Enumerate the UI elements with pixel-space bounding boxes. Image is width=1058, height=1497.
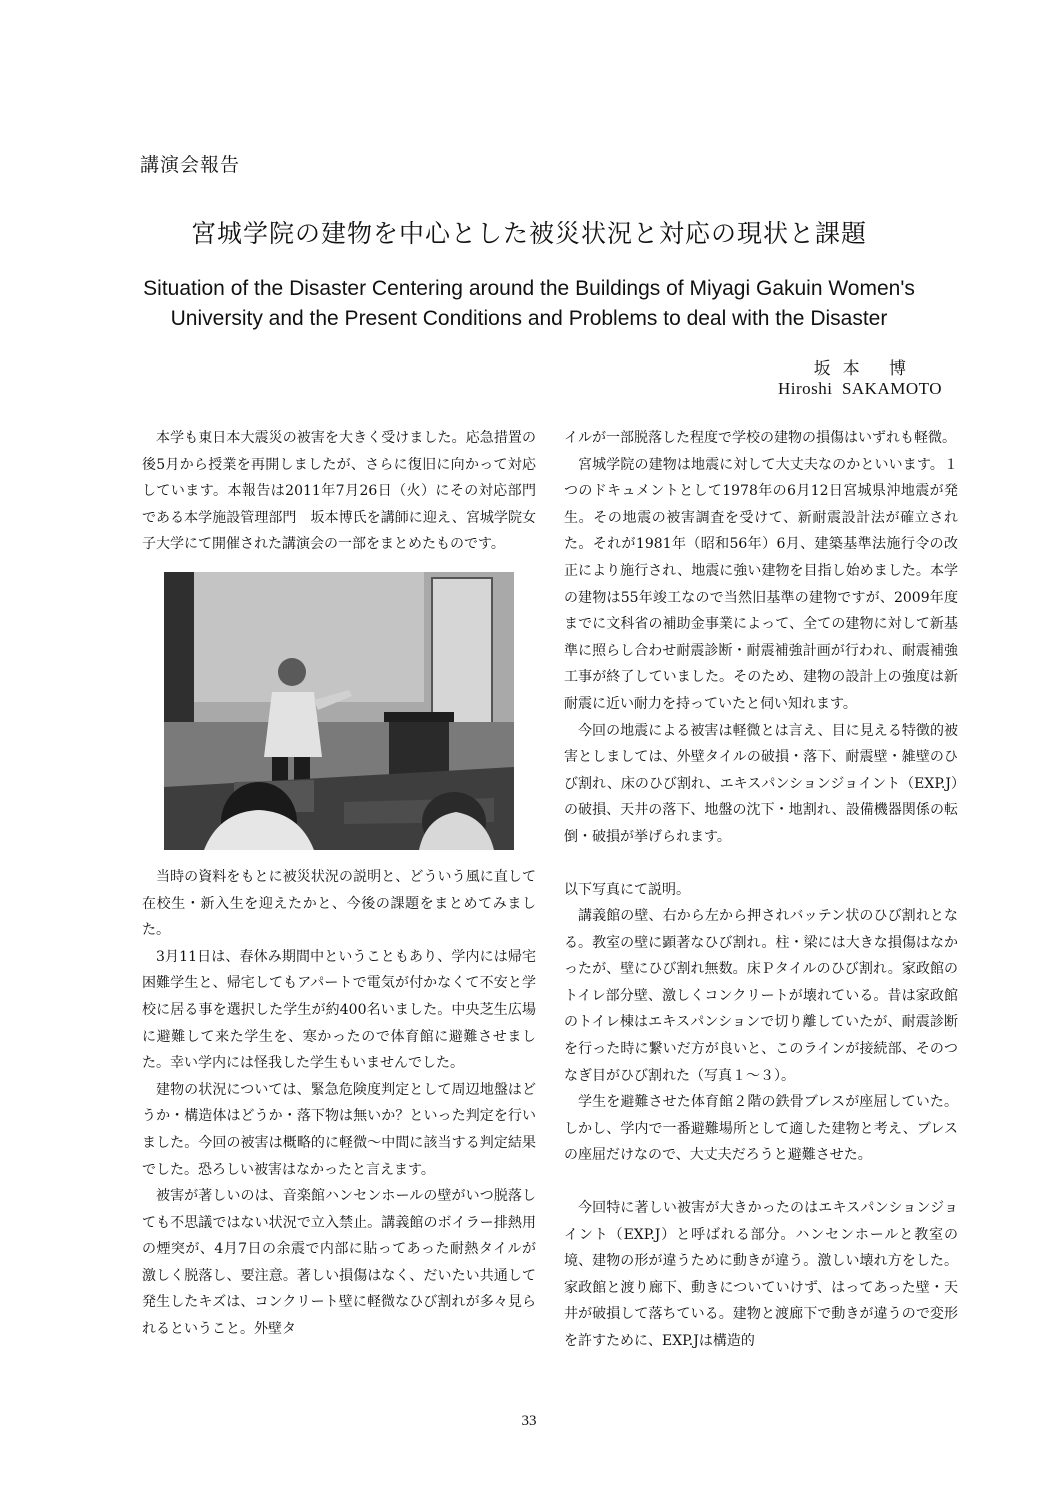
- paragraph: 建物の状況については、緊急危険度判定として周辺地盤はどうか・構造体はどうか・落下物は無いか？といった判定を行いました。今回の被害は概略的に軽微〜中間に該当する判定結果でした。恐ろしい被害はなかったと言えます。: [142, 1081, 536, 1178]
- page-number: 33: [521, 1413, 537, 1429]
- title-english: [0, 274, 1058, 334]
- lecture-photo: [164, 572, 514, 850]
- left-column: [142, 425, 536, 1343]
- paragraph: 今回の地震による被害は軽微とは言え、目に見える特徴的被害としましては、外壁タイルの破損・落下、耐震壁・雑壁のひび割れ、床のひび割れ、エキスパンションジョイント（EXP.J）の破損、天井の落下、地盤の沈下・地割れ、設備機器関係の転倒・破損が挙げられます。: [564, 722, 958, 845]
- paragraph: 以下写真にて説明。: [564, 881, 690, 898]
- title-english-line-2: University and the Present Conditions and Problems to deal with the Disaster: [170, 307, 888, 330]
- paragraph: 被害が著しいのは、音楽館ハンセンホールの壁がいつ脱落しても不思議ではない状況で立入禁止。講義館のボイラー排熱用の煙突が、4月7日の余震で内部に貼ってあった耐熱タイルが激しく脱落し、要注意。著しい損傷はなく、だいたい共通して発生したキズは、コンクリート壁に軽微なひび割れが多々見られるということ。外壁タ: [142, 1188, 536, 1338]
- paragraph: 3月11日は、春休み期間中ということもあり、学内には帰宅困難学生と、帰宅してもアパートで電気が付かなくて不安と学校に居る事を選択した学生が約400名いました。中央芝生広場に避難して来た学生を、寒かったので体育館に避難させました。幸い学内には怪我した学生もいませんでした。: [142, 948, 536, 1072]
- paragraph: 学生を避難させた体育館２階の鉄骨ブレスが座屈していた。しかし、学内で一番避難場所として適した建物と考え、ブレスの座屈だけなので、大丈夫だろうと避難させた。: [564, 1094, 958, 1164]
- title-japanese: 宮城学院の建物を中心とした被災状況と対応の現状と課題: [190, 219, 867, 248]
- paragraph: イルが一部脱落した程度で学校の建物の損傷はいずれも軽微。: [564, 430, 956, 446]
- author-name-japanese: 坂本 博: [813, 359, 918, 379]
- lecture-photo-image: [164, 572, 514, 850]
- paragraph: 今回特に著しい被害が大きかったのはエキスパンションジョイント（EXP.J）と呼ばれる部分。ハンセンホールと教室の境、建物の形が違うために動きが違う。激しい壊れ方をした。家政館と渡り廊下、動きについていけず、はってあった壁・天井が破損して落ちている。建物と渡廊下で動きが違うので変形を許すために、EXP.Jは構造的: [564, 1200, 958, 1349]
- right-column: [564, 425, 958, 1355]
- paragraph: 当時の資料をもとに被災状況の説明と、どういう風に直して在校生・新入生を迎えたかと、今後の課題をまとめてみました。: [142, 868, 536, 939]
- author-name-english: Hiroshi SAKAMOTO: [777, 379, 942, 398]
- paragraph: 講義館の壁、右から左から押されバッテン状のひび割れとなる。教室の壁に顕著なひび割れ。柱・梁には大きな損傷はなかったが、壁にひび割れ無数。床Ｐタイルのひび割れ。家政館のトイレ部分壁、激しくコンクリートが壊れている。昔は家政館のトイレ棟はエキスパンションで切り離していたが、耐震診断を行った時に繋いだ方が良いと、このラインが接続部、そのつなぎ目がひび割れた（写真１〜３）。: [564, 908, 958, 1084]
- title-english-line-1: Situation of the Disaster Centering around the Buildings of Miyagi Gakuin Women's: [143, 277, 915, 300]
- paragraph: 本学も東日本大震災の被害を大きく受けました。応急措置の後5月から授業を再開しましたが、さらに復旧に向かって対応しています。本報告は2011年7月26日（火）にその対応部門である本学施設管理部門 坂本博氏を講師に迎え、宮城学院女子大学にて開催された講演会の一部をまとめたものです。: [142, 430, 536, 553]
- section-label: 講演会報告: [140, 154, 241, 176]
- paragraph: 宮城学院の建物は地震に対して大丈夫なのかといいます。１つのドキュメントとして1978年の6月12日宮城県沖地震が発生。その地震の被害調査を受けて、新耐震設計法が確立された。それが1981年（昭和56年）6月、建築基準法施行令の改正により施行され、地震に強い建物を目指し始めました。本学の建物は55年竣工なので当然旧基準の建物ですが、2009年度までに文科省の補助金事業によって、全ての建物に対して新基準に照らし合わせ耐震診断・耐震補強計画が行われ、耐震補強工事が終了していました。そのため、建物の設計上の強度は新耐震に近い耐力を持っていたと伺い知れます。: [564, 456, 958, 712]
